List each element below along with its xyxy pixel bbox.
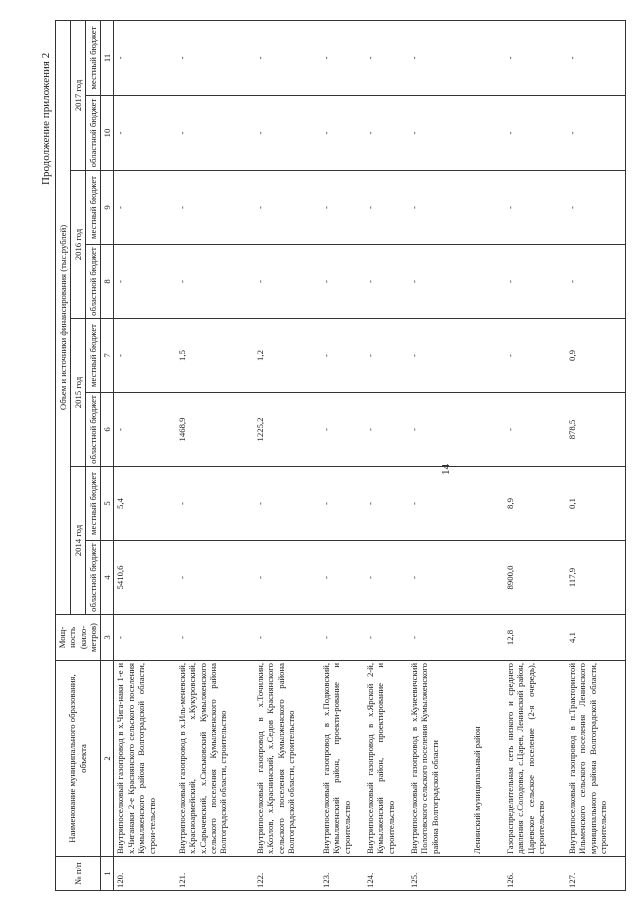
- header-year-2014: 2014 год: [70, 467, 85, 615]
- header-regional: областной бюджет: [85, 541, 100, 615]
- funding-value: -: [114, 319, 176, 393]
- funding-value: -: [504, 20, 566, 95]
- header-no: № п/п: [56, 857, 101, 891]
- power-value: -: [176, 615, 254, 661]
- funding-table: [55, 20, 626, 891]
- funding-value: 5,4: [114, 467, 176, 541]
- funding-value: 1468,9: [176, 393, 254, 467]
- funding-value: -: [254, 171, 320, 245]
- object-name: Внутрипоселковый газопровод в п.Трактористой Ильменского сельского поселения Ленинского муниципального района Волгоградской области, строительство: [566, 661, 626, 857]
- funding-value: -: [114, 171, 176, 245]
- funding-value: -: [320, 20, 364, 95]
- funding-value: -: [320, 171, 364, 245]
- funding-value: -: [408, 319, 464, 393]
- object-name: Внутрипоселковый газопровод в х.Иль-меневский, х.Красноармейский, х.Кукуровский, х.Сарычевский, х.Сиськовский Кумылженского сельского поселения Кумылженского района Волгоградской области, строительство: [176, 661, 254, 857]
- funding-value: -: [566, 245, 626, 319]
- object-name: Внутрипоселковый газопровод в х.Ярской 2-й, Кумылженский район, проектирование и строительство: [364, 661, 408, 857]
- object-name: Газораспределительная сеть низкого и среднего давления с.Солодовка, с.Царев, Ленинский район, Царевское сельское поселение (2-я очередь), строительство: [504, 661, 566, 857]
- col-number: 10: [100, 96, 113, 171]
- funding-value: 1225,2: [254, 393, 320, 467]
- funding-value: -: [320, 541, 364, 615]
- funding-value: -: [364, 319, 408, 393]
- funding-value: -: [364, 245, 408, 319]
- funding-value: -: [114, 245, 176, 319]
- row-number: 123.: [320, 857, 364, 891]
- funding-value: -: [320, 467, 364, 541]
- funding-value: -: [408, 96, 464, 171]
- funding-value: 8900,0: [504, 541, 566, 615]
- header-year-2016: 2016 год: [70, 171, 85, 319]
- power-value: -: [320, 615, 364, 661]
- funding-value: 5410,6: [114, 541, 176, 615]
- funding-value: -: [176, 541, 254, 615]
- funding-value: -: [254, 467, 320, 541]
- funding-value: -: [408, 393, 464, 467]
- funding-value: 0,9: [566, 319, 626, 393]
- funding-value: -: [504, 96, 566, 171]
- header-local: местный бюджет: [85, 171, 100, 245]
- header-year-2015: 2015 год: [70, 319, 85, 467]
- funding-value: 8,9: [504, 467, 566, 541]
- col-number: 3: [100, 615, 113, 661]
- col-number: 9: [100, 171, 113, 245]
- header-power: Мощ-ность (кило-метров): [56, 615, 101, 661]
- table-row: [408, 20, 464, 890]
- table-row: [320, 20, 364, 890]
- funding-value: -: [176, 245, 254, 319]
- funding-value: -: [176, 20, 254, 95]
- funding-value: 1,5: [176, 319, 254, 393]
- table-row: [504, 20, 566, 890]
- power-value: -: [408, 615, 464, 661]
- object-name: Внутрипоселковый газопровод в х.Подковский, Кумылженский район, проекти-рование и строительство: [320, 661, 364, 857]
- header-name: Наименование муниципального образования, объекта: [56, 661, 101, 857]
- funding-value: -: [320, 245, 364, 319]
- funding-value: -: [504, 319, 566, 393]
- table-row: [566, 20, 626, 890]
- col-number: 6: [100, 393, 113, 467]
- funding-value: -: [408, 171, 464, 245]
- funding-value: -: [566, 171, 626, 245]
- col-number: 8: [100, 245, 113, 319]
- row-number: 124.: [364, 857, 408, 891]
- funding-value: -: [364, 20, 408, 95]
- funding-value: 1,2: [254, 319, 320, 393]
- header-regional: областной бюджет: [85, 96, 100, 171]
- funding-value: -: [320, 393, 364, 467]
- header-local: местный бюджет: [85, 319, 100, 393]
- funding-value: -: [408, 467, 464, 541]
- funding-value: -: [176, 171, 254, 245]
- funding-value: -: [566, 20, 626, 95]
- header-year-2017: 2017 год: [70, 20, 85, 170]
- funding-value: -: [504, 171, 566, 245]
- object-name: Внутрипоселковый газопровод в х.Кунеевичский Пологовского сельского поселения Кумылженского района Волгоградской области: [408, 661, 464, 857]
- col-number: 7: [100, 319, 113, 393]
- funding-value: -: [504, 245, 566, 319]
- power-value: -: [114, 615, 176, 661]
- funding-value: -: [364, 393, 408, 467]
- funding-value: -: [320, 319, 364, 393]
- row-number: 122.: [254, 857, 320, 891]
- funding-value: -: [114, 96, 176, 171]
- funding-value: -: [176, 96, 254, 171]
- row-number: 125.: [408, 857, 464, 891]
- funding-value: -: [408, 245, 464, 319]
- power-value: 12,8: [504, 615, 566, 661]
- object-name: Внутрипоселковый газопровод в х.Чига-наки 1-е и х.Чиганаки 2-е Краснянского сельского поселения Кумылженского района Волгоградской области, строи-тельство: [114, 661, 176, 857]
- col-number: 1: [100, 857, 113, 891]
- table-row: [176, 20, 254, 890]
- funding-value: -: [320, 96, 364, 171]
- row-number: 120.: [114, 857, 176, 891]
- column-number-row: [100, 20, 113, 890]
- continuation-label: Продолжение приложения 2: [40, 52, 52, 185]
- funding-value: -: [364, 541, 408, 615]
- table-row: [114, 20, 176, 890]
- funding-value: 117,9: [566, 541, 626, 615]
- funding-value: -: [114, 393, 176, 467]
- funding-value: 0,1: [566, 467, 626, 541]
- row-number: 126.: [504, 857, 566, 891]
- funding-value: -: [254, 541, 320, 615]
- funding-value: -: [254, 245, 320, 319]
- table-body: [114, 20, 626, 890]
- power-value: -: [254, 615, 320, 661]
- object-name: Внутрипоселковый газопровод в х.Точилкин, х.Козлов, х.Краснинский, х.Седов Краснянского сельского поселения Кумылженского района Волгоградской области, строительство: [254, 661, 320, 857]
- header-regional: областной бюджет: [85, 245, 100, 319]
- funding-value: 878,5: [566, 393, 626, 467]
- funding-value: -: [114, 20, 176, 95]
- header-funding: Объем и источники финансирования (тыс.рублей): [56, 20, 71, 614]
- funding-value: -: [504, 393, 566, 467]
- funding-value: -: [176, 467, 254, 541]
- power-value: 4,1: [566, 615, 626, 661]
- col-number: 2: [100, 661, 113, 857]
- table-row: [254, 20, 320, 890]
- col-number: 5: [100, 467, 113, 541]
- table-row: [364, 20, 408, 890]
- col-number: 11: [100, 20, 113, 95]
- header-regional: областной бюджет: [85, 393, 100, 467]
- page-number: 14: [440, 464, 452, 475]
- header-local: местный бюджет: [85, 467, 100, 541]
- funding-value: -: [364, 171, 408, 245]
- funding-value: -: [566, 96, 626, 171]
- funding-value: -: [254, 96, 320, 171]
- section-row: [464, 20, 504, 890]
- funding-value: -: [364, 467, 408, 541]
- funding-value: -: [408, 541, 464, 615]
- funding-value: -: [254, 20, 320, 95]
- funding-value: -: [408, 20, 464, 95]
- funding-value: -: [364, 96, 408, 171]
- section-label: Ленинский муниципальный район: [464, 661, 504, 857]
- col-number: 4: [100, 541, 113, 615]
- row-number: 127.: [566, 857, 626, 891]
- power-value: -: [364, 615, 408, 661]
- header-local: местный бюджет: [85, 20, 100, 95]
- row-number: 121.: [176, 857, 254, 891]
